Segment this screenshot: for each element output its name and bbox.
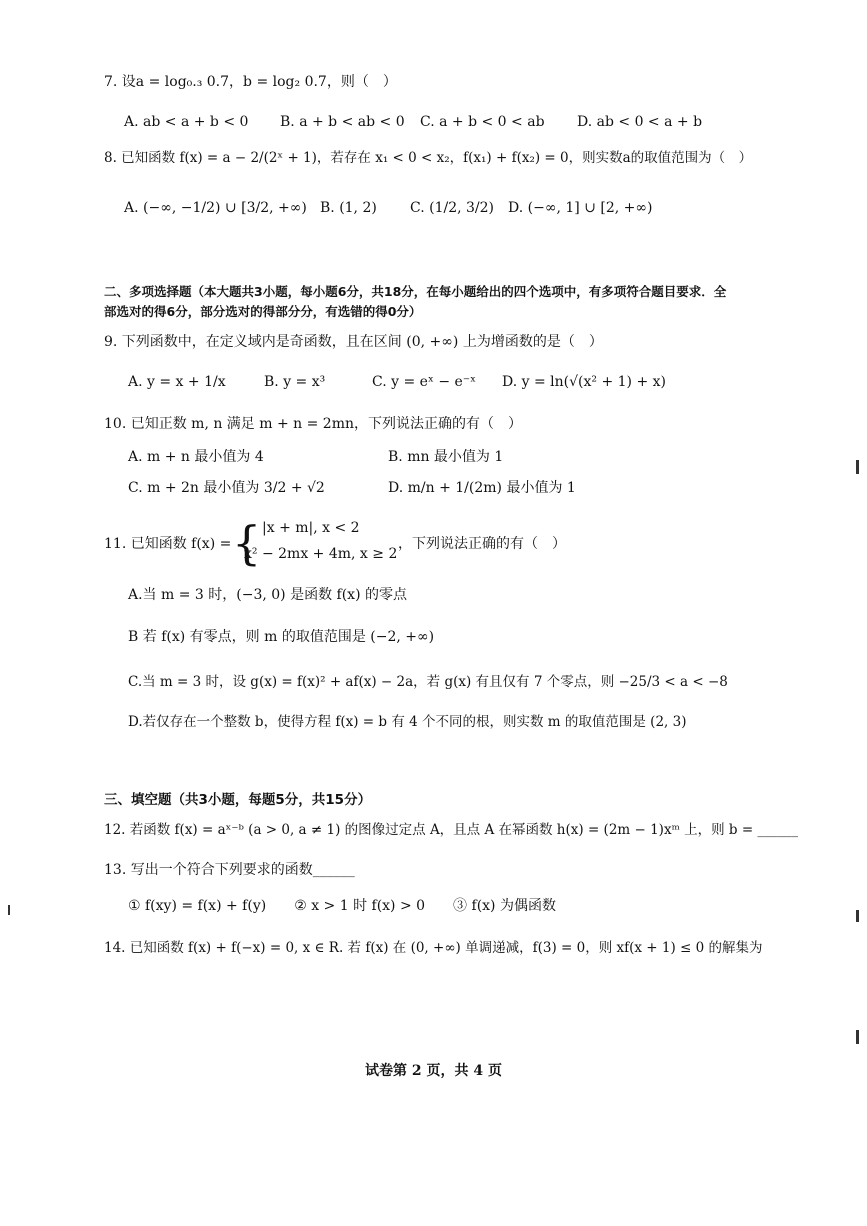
q10-option-c: C. m + 2n 最小值为 3/2 + √2 xyxy=(128,480,325,496)
q7-option-a: A. ab < a + b < 0 xyxy=(124,114,249,130)
q11-option-d: D.若仅存在一个整数 b，使得方程 f(x) = b 有 4 个不同的根，则实数 m 的取值范围是 (2, 3) xyxy=(128,714,687,730)
q10-stem: 10. 已知正数 m, n 满足 m + n = 2mn，下列说法正确的有（ ） xyxy=(104,416,523,432)
q8-option-c: C. (1/2, 3/2) xyxy=(410,200,494,216)
page-footer: 试卷第 2 页，共 4 页 xyxy=(365,1063,502,1079)
q9-stem: 9. 下列函数中，在定义域内是奇函数，且在区间 (0, +∞) 上为增函数的是（ ） xyxy=(104,334,603,350)
q11-option-c: C.当 m = 3 时，设 g(x) = f(x)² + af(x) − 2a，若 g(x) 有且仅有 7 个零点，则 −25/3 < a < −8 xyxy=(128,674,728,690)
section-2-heading: 二、多项选择题（本大题共3小题，每小题6分，共18分，在每小题给出的四个选项中，有多项符合题目要求．全 xyxy=(104,284,727,299)
q7-option-b: B. a + b < ab < 0 xyxy=(280,114,405,130)
q12-stem: 12. 若函数 f(x) = aˣ⁻ᵇ (a > 0, a ≠ 1) 的图像过定点 A，且点 A 在幂函数 h(x) = (2m − 1)xᵐ 上，则 b = ______ xyxy=(104,822,798,838)
q8-option-d: D. (−∞, 1] ∪ [2, +∞) xyxy=(508,200,653,216)
q11-option-b: B 若 f(x) 有零点，则 m 的取值范围是 (−2, +∞) xyxy=(128,629,435,645)
scan-edge-mark xyxy=(8,905,10,915)
q10-option-b: B. mn 最小值为 1 xyxy=(388,449,504,465)
q9-option-a: A. y = x + 1/x xyxy=(128,374,226,390)
q9-option-b: B. y = x³ xyxy=(264,374,326,390)
q7-stem: 7. 设a = log₀.₃ 0.7，b = log₂ 0.7，则（ ） xyxy=(104,74,397,90)
q11-option-a: A.当 m = 3 时，(−3, 0) 是函数 f(x) 的零点 xyxy=(128,587,407,603)
scan-edge-mark xyxy=(856,1030,859,1044)
q11-case-2: x² − 2mx + 4m, x ≥ 2 xyxy=(244,546,398,562)
scan-edge-mark xyxy=(856,460,859,474)
q13-conditions: ① f(xy) = f(x) + f(y) ② x > 1 时 f(x) > 0 ③ f(x) 为偶函数 xyxy=(128,898,556,914)
q9-option-c: C. y = eˣ − e⁻ˣ xyxy=(372,374,477,390)
q11-brace: { xyxy=(232,516,262,570)
q7-option-c: C. a + b < 0 < ab xyxy=(420,114,545,130)
q7-option-d: D. ab < 0 < a + b xyxy=(577,114,703,130)
q8-stem: 8. 已知函数 f(x) = a − 2/(2ˣ + 1)，若存在 x₁ < 0 < x₂，f(x₁) + f(x₂) = 0，则实数a的取值范围为（ ） xyxy=(104,150,753,166)
q10-option-a: A. m + n 最小值为 4 xyxy=(128,449,264,465)
scan-edge-mark xyxy=(856,910,859,922)
q10-option-d: D. m/n + 1/(2m) 最小值为 1 xyxy=(388,480,576,496)
section-3-heading: 三、填空题（共3小题，每题5分，共15分） xyxy=(104,792,372,808)
q11-case-1: |x + m|, x < 2 xyxy=(262,520,360,536)
q9-option-d: D. y = ln(√(x² + 1) + x) xyxy=(502,374,667,390)
q14-stem: 14. 已知函数 f(x) + f(−x) = 0, x ∈ R. 若 f(x) 在 (0, +∞) 单调递减，f(3) = 0，则 xf(x + 1) ≤ 0 的解集为 xyxy=(104,940,763,956)
q13-stem: 13. 写出一个符合下列要求的函数______ xyxy=(104,862,355,878)
q11-stem-prefix: 11. 已知函数 f(x) = xyxy=(104,536,232,552)
q8-option-b: B. (1, 2) xyxy=(320,200,377,216)
q8-option-a: A. (−∞, −1/2) ∪ [3/2, +∞) xyxy=(124,200,307,216)
q11-stem-suffix: ，下列说法正确的有（ ） xyxy=(398,536,566,552)
section-2-heading-cont: 部选对的得6分，部分选对的得部分分，有选错的得0分） xyxy=(104,304,422,319)
